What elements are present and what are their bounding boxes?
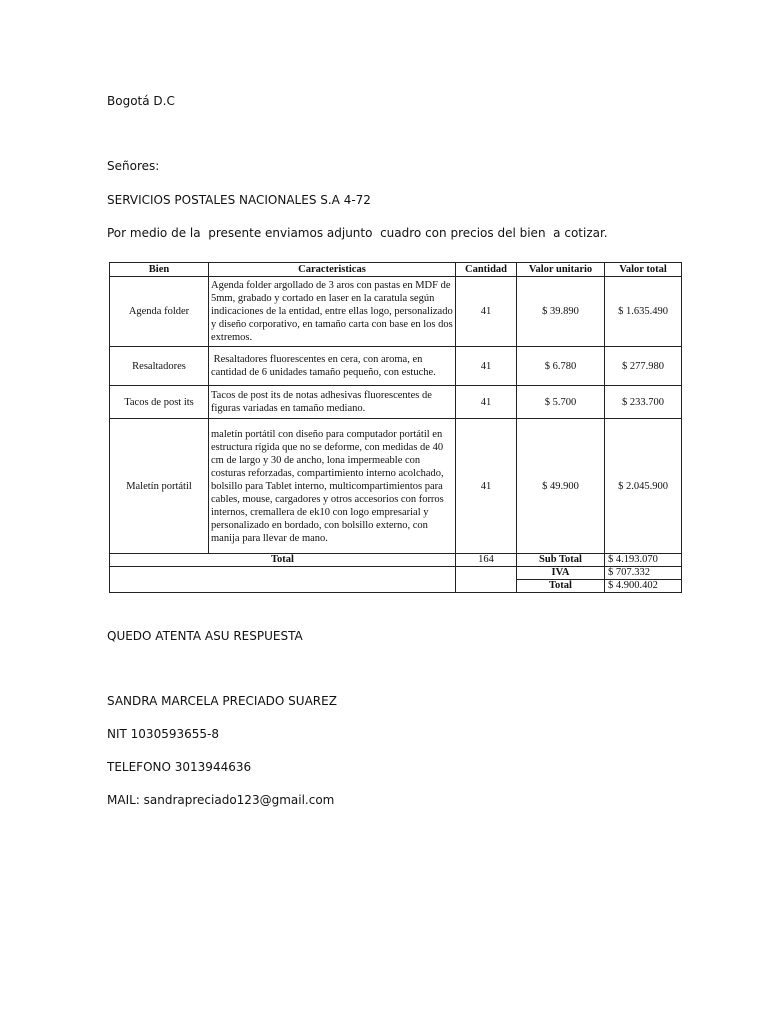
grand-total-label: Total — [517, 580, 605, 593]
recipient-line: SERVICIOS POSTALES NACIONALES S.A 4-72 — [107, 193, 371, 207]
cell-valor-total: $ 2.045.900 — [605, 419, 682, 554]
salutation: Señores: — [107, 159, 160, 173]
iva-row — [110, 567, 682, 580]
signer-nit: NIT 1030593655-8 — [107, 727, 219, 741]
cell-bien: Tacos de post its — [110, 386, 209, 419]
header-bien: Bien — [110, 263, 209, 277]
cell-caracteristicas: Resaltadores fluorescentes en cera, con aroma, en cantidad de 6 unidades tamaño pequeño, con estuche. — [209, 347, 456, 386]
table-row — [110, 419, 682, 554]
iva-label: IVA — [517, 567, 605, 580]
header-valor-total: Valor total — [605, 263, 682, 277]
header-valor-unitario: Valor unitario — [517, 263, 605, 277]
total-label: Total — [110, 554, 456, 567]
cell-valor-unitario: $ 49.900 — [517, 419, 605, 554]
cell-valor-unitario: $ 39.890 — [517, 277, 605, 347]
cell-valor-total: $ 233.700 — [605, 386, 682, 419]
empty-cell — [110, 567, 456, 580]
subtotal-label: Sub Total — [517, 554, 605, 567]
signer-email: MAIL: sandrapreciado123@gmail.com — [107, 793, 335, 807]
signer-phone: TELEFONO 3013944636 — [107, 760, 252, 774]
cell-caracteristicas: maletín portátil con diseño para computador portátil en estructura rígida que no se deforme, con medidas de 40 cm de largo y 30 de ancho, lona impermeable con costuras reforzadas, compartimiento interno acolchado, bolsillo para Tablet interno, multicompartimientos para cables, mouse, cargadores y otros accesorios con forros internos, cremallera de ek10 con logo empresarial y personalizado en bordado, con bolsillo externo, con manija para llevar de mano. — [209, 419, 456, 554]
cell-cantidad: 41 — [456, 277, 517, 347]
cell-valor-total: $ 1.635.490 — [605, 277, 682, 347]
empty-cell — [456, 567, 517, 580]
cell-cantidad: 41 — [456, 347, 517, 386]
grand-total-value: $ 4.900.402 — [605, 580, 682, 593]
cell-bien: Agenda folder — [110, 277, 209, 347]
quote-table — [109, 262, 682, 593]
subtotal-value: $ 4.193.070 — [605, 554, 682, 567]
cell-bien: Resaltadores — [110, 347, 209, 386]
cell-caracteristicas: Agenda folder argollado de 3 aros con pastas en MDF de 5mm, grabado y cortado en laser en la caratula según indicaciones de la entidad, entre ellas logo, personalizado y diseño corporativo, en tamaño carta con base en los dos extremos. — [209, 277, 456, 347]
signer-name: SANDRA MARCELA PRECIADO SUAREZ — [107, 694, 337, 708]
subtotal-row — [110, 554, 682, 567]
cell-cantidad: 41 — [456, 419, 517, 554]
cell-valor-total: $ 277.980 — [605, 347, 682, 386]
table-row — [110, 347, 682, 386]
grand-total-row — [110, 580, 682, 593]
cell-valor-unitario: $ 5.700 — [517, 386, 605, 419]
closing-line: QUEDO ATENTA ASU RESPUESTA — [107, 629, 303, 643]
cell-valor-unitario: $ 6.780 — [517, 347, 605, 386]
cell-cantidad: 41 — [456, 386, 517, 419]
table-row — [110, 386, 682, 419]
city-line: Bogotá D.C — [107, 94, 175, 108]
empty-cell — [456, 580, 517, 593]
intro-paragraph: Por medio de la presente enviamos adjunto cuadro con precios del bien a cotizar. — [107, 226, 608, 240]
cell-caracteristicas: Tacos de post its de notas adhesivas fluorescentes de figuras variadas en tamaño mediano. — [209, 386, 456, 419]
header-caracteristicas: Caracteristicas — [209, 263, 456, 277]
cell-bien: Maletín portátil — [110, 419, 209, 554]
header-cantidad: Cantidad — [456, 263, 517, 277]
iva-value: $ 707.332 — [605, 567, 682, 580]
table-row — [110, 277, 682, 347]
empty-cell — [110, 580, 456, 593]
total-quantity: 164 — [456, 554, 517, 567]
table-header-row — [110, 263, 682, 277]
